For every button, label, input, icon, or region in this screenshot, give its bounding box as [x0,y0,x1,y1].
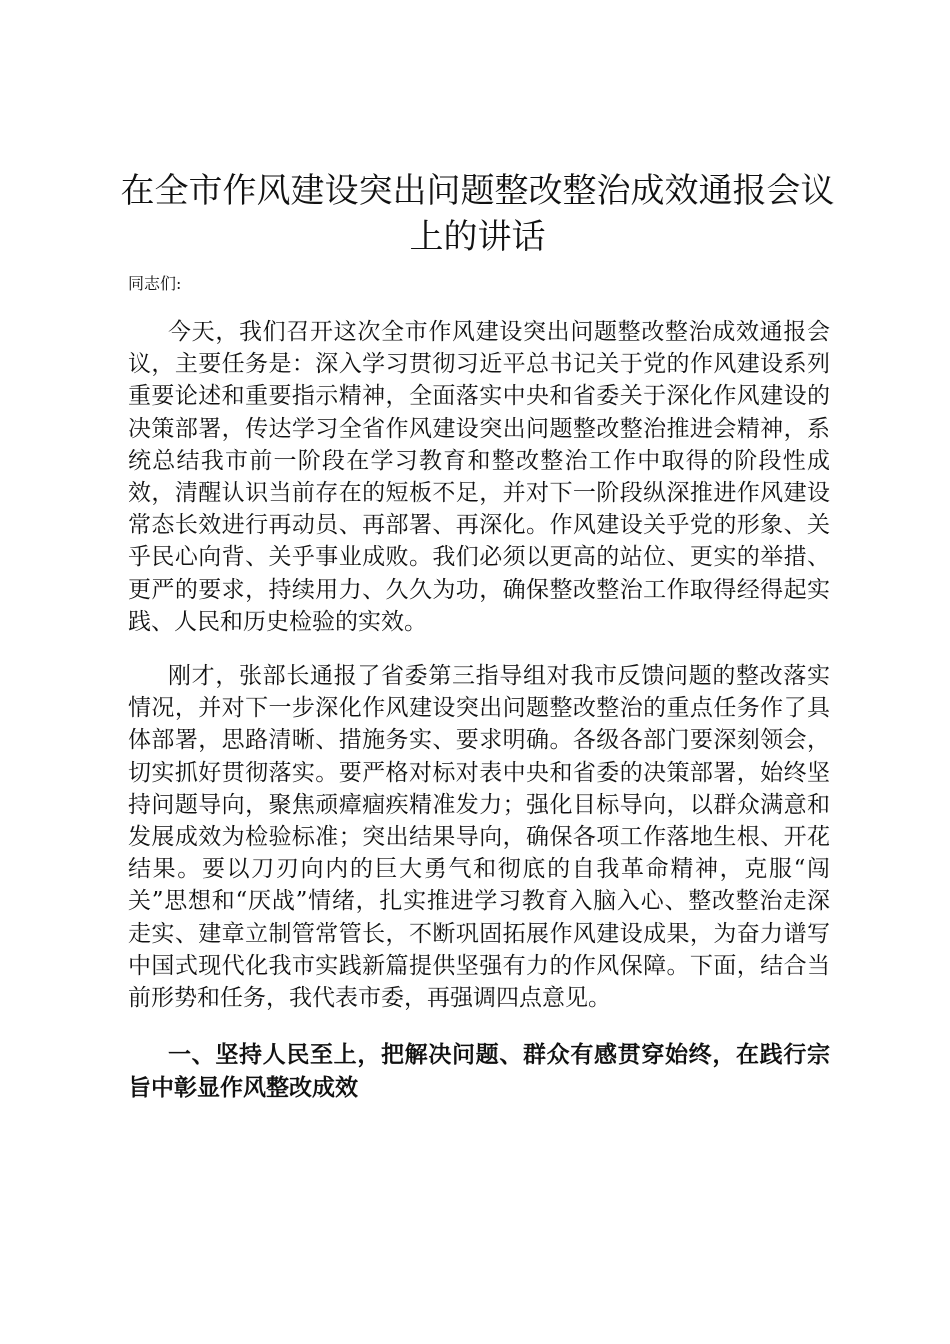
document-title: 在全市作风建设突出问题整改整治成效通报会议上的讲话 [120,171,835,257]
body-paragraph-2: 刚才，张部长通报了省委第三指导组对我市反馈问题的整改落实情况，并对下一步深化作风建设突出问题整改整治的重点任务作了具体部署，思路清晰、措施务实、要求明确。各级各部门要深刻领会，切实抓好贯彻落实。要严格对标对表中央和省委的决策部署，始终坚持问题导向，聚焦顽瘴痼疾精准发力；强化目标导向，以群众满意和发展成效为检验标准；突出结果导向，确保各项工作落地生根、开花结果。要以刀刃向内的巨大勇气和彻底的自我革命精神，克服“闯关”思想和“厌战”情绪，扎实推进学习教育入脑入心、整改整治走深走实、建章立制管常管长，不断巩固拓展作风建设成果，为奋力谱写中国式现代化我市实践新篇提供坚强有力的作风保障。下面，结合当前形势和任务，我代表市委，再强调四点意见。 [128,663,830,1012]
body-paragraph-1: 今天，我们召开这次全市作风建设突出问题整改整治成效通报会议，主要任务是：深入学习贯彻习近平总书记关于党的作风建设系列重要论述和重要指示精神，全面落实中央和省委关于深化作风建设的决策部署，传达学习全省作风建设突出问题整改整治推进会精神，系统总结我市前一阶段在学习教育和整改整治工作中取得的阶段性成效，清醒认识当前存在的短板不足，并对下一阶段纵深推进作风建设常态长效进行再动员、再部署、再深化。作风建设关乎党的形象、关乎民心向背、关乎事业成败。我们必须以更高的站位、更实的举措、更严的要求，持续用力、久久为功，确保整改整治工作取得经得起实践、人民和历史检验的实效。 [128,319,830,635]
salutation: 同志们: [128,274,182,293]
section-heading-1: 一、坚持人民至上，把解决问题、群众有感贯穿始终，在践行宗旨中彰显作风整改成效 [128,1041,830,1101]
